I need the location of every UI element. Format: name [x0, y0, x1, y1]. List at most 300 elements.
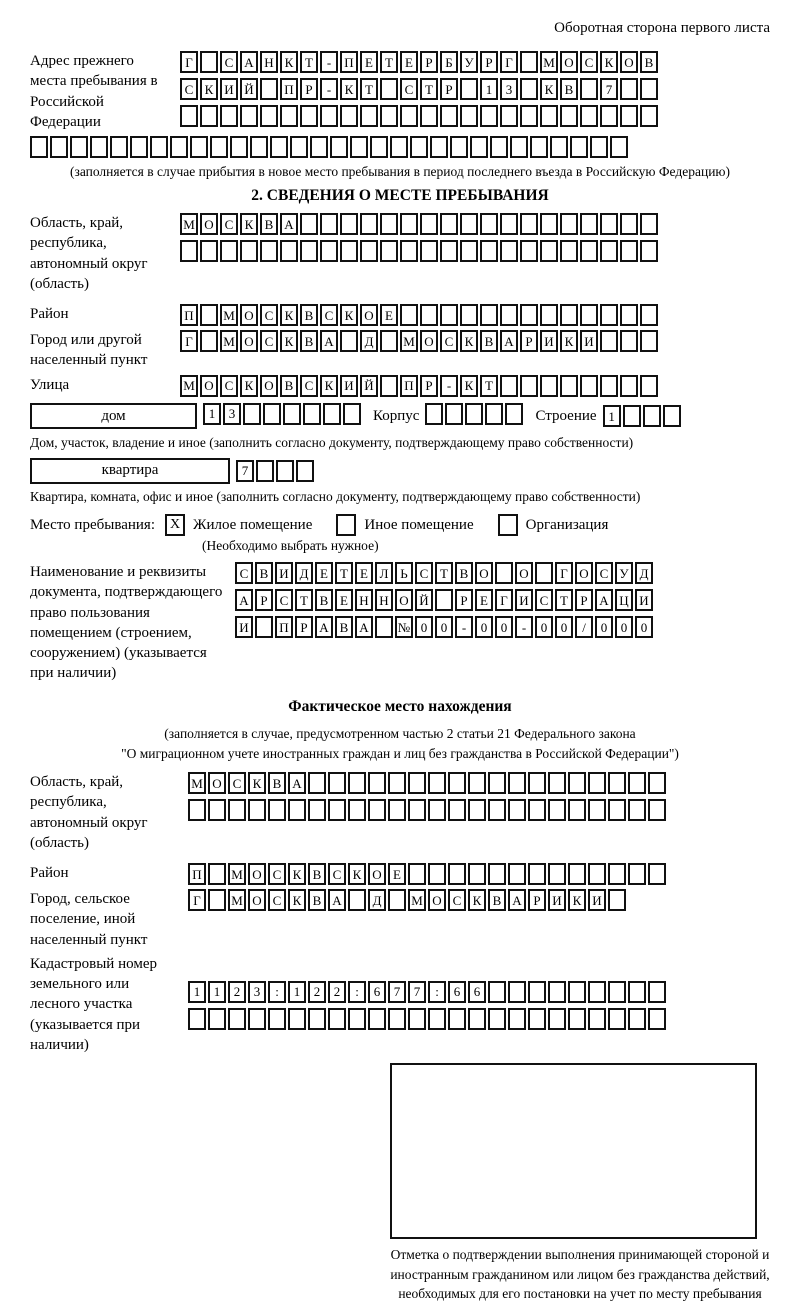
- char-cell[interactable]: [608, 772, 626, 794]
- char-cell[interactable]: [628, 772, 646, 794]
- char-cell[interactable]: 0: [415, 616, 433, 638]
- char-cell[interactable]: Д: [360, 330, 378, 352]
- char-cell[interactable]: Н: [355, 589, 373, 611]
- char-cell[interactable]: К: [460, 375, 478, 397]
- char-cell[interactable]: П: [188, 863, 206, 885]
- char-cell[interactable]: И: [548, 889, 566, 911]
- char-cell[interactable]: О: [360, 304, 378, 326]
- char-cell[interactable]: А: [240, 51, 258, 73]
- char-cell[interactable]: [428, 799, 446, 821]
- char-cell[interactable]: [428, 863, 446, 885]
- char-cell[interactable]: [648, 981, 666, 1003]
- char-cell[interactable]: [580, 375, 598, 397]
- char-cell[interactable]: [228, 799, 246, 821]
- char-cell[interactable]: :: [348, 981, 366, 1003]
- char-cell[interactable]: 2: [328, 981, 346, 1003]
- char-cell[interactable]: С: [228, 772, 246, 794]
- char-cell[interactable]: [400, 213, 418, 235]
- char-cell[interactable]: [200, 105, 218, 127]
- char-cell[interactable]: [580, 78, 598, 100]
- char-cell[interactable]: Г: [555, 562, 573, 584]
- char-cell[interactable]: 7: [408, 981, 426, 1003]
- char-cell[interactable]: [590, 136, 608, 158]
- char-cell[interactable]: Е: [315, 562, 333, 584]
- char-cell[interactable]: [323, 403, 341, 425]
- char-cell[interactable]: М: [228, 863, 246, 885]
- char-cell[interactable]: [250, 136, 268, 158]
- char-cell[interactable]: Б: [440, 51, 458, 73]
- char-cell[interactable]: [200, 240, 218, 262]
- char-cell[interactable]: М: [400, 330, 418, 352]
- char-cell[interactable]: [568, 772, 586, 794]
- char-cell[interactable]: [50, 136, 68, 158]
- char-cell[interactable]: 0: [595, 616, 613, 638]
- char-cell[interactable]: [310, 136, 328, 158]
- char-cell[interactable]: [610, 136, 628, 158]
- char-cell[interactable]: К: [540, 78, 558, 100]
- char-cell[interactable]: [348, 889, 366, 911]
- char-cell[interactable]: А: [280, 213, 298, 235]
- char-cell[interactable]: [640, 105, 658, 127]
- char-cell[interactable]: [240, 105, 258, 127]
- char-cell[interactable]: [620, 304, 638, 326]
- char-cell[interactable]: [70, 136, 88, 158]
- char-cell[interactable]: [440, 240, 458, 262]
- char-cell[interactable]: [300, 240, 318, 262]
- char-cell[interactable]: [248, 799, 266, 821]
- char-cell[interactable]: [628, 1008, 646, 1030]
- char-cell[interactable]: [445, 403, 463, 425]
- char-cell[interactable]: [520, 105, 538, 127]
- char-cell[interactable]: К: [468, 889, 486, 911]
- char-cell[interactable]: П: [275, 616, 293, 638]
- char-cell[interactable]: [435, 589, 453, 611]
- char-cell[interactable]: 6: [448, 981, 466, 1003]
- char-cell[interactable]: В: [280, 375, 298, 397]
- char-cell[interactable]: [368, 772, 386, 794]
- char-cell[interactable]: [440, 304, 458, 326]
- char-cell[interactable]: [240, 240, 258, 262]
- char-cell[interactable]: О: [428, 889, 446, 911]
- char-cell[interactable]: [308, 772, 326, 794]
- char-cell[interactable]: [268, 1008, 286, 1030]
- char-cell[interactable]: [368, 1008, 386, 1030]
- char-cell[interactable]: [220, 105, 238, 127]
- char-cell[interactable]: [288, 1008, 306, 1030]
- char-cell[interactable]: [380, 105, 398, 127]
- char-cell[interactable]: 1: [288, 981, 306, 1003]
- char-cell[interactable]: [340, 105, 358, 127]
- char-cell[interactable]: К: [460, 330, 478, 352]
- residential-checkbox[interactable]: X: [165, 514, 185, 536]
- char-cell[interactable]: К: [348, 863, 366, 885]
- char-cell[interactable]: [528, 1008, 546, 1030]
- char-cell[interactable]: К: [560, 330, 578, 352]
- char-cell[interactable]: [230, 136, 248, 158]
- char-cell[interactable]: Г: [495, 589, 513, 611]
- char-cell[interactable]: Р: [528, 889, 546, 911]
- char-cell[interactable]: С: [268, 863, 286, 885]
- char-cell[interactable]: 1: [208, 981, 226, 1003]
- char-cell[interactable]: В: [300, 330, 318, 352]
- char-cell[interactable]: /: [575, 616, 593, 638]
- char-cell[interactable]: [480, 240, 498, 262]
- other-premises-checkbox[interactable]: [336, 514, 356, 536]
- char-cell[interactable]: [360, 105, 378, 127]
- char-cell[interactable]: Е: [475, 589, 493, 611]
- char-cell[interactable]: С: [328, 863, 346, 885]
- char-cell[interactable]: 7: [600, 78, 618, 100]
- char-cell[interactable]: [460, 240, 478, 262]
- char-cell[interactable]: [448, 863, 466, 885]
- char-cell[interactable]: А: [328, 889, 346, 911]
- char-cell[interactable]: [448, 799, 466, 821]
- char-cell[interactable]: [640, 240, 658, 262]
- char-cell[interactable]: [548, 863, 566, 885]
- char-cell[interactable]: [348, 799, 366, 821]
- char-cell[interactable]: [276, 460, 294, 482]
- char-cell[interactable]: 7: [236, 460, 254, 482]
- char-cell[interactable]: 0: [475, 616, 493, 638]
- char-cell[interactable]: Е: [400, 51, 418, 73]
- char-cell[interactable]: [303, 403, 321, 425]
- char-cell[interactable]: [465, 403, 483, 425]
- char-cell[interactable]: [150, 136, 168, 158]
- char-cell[interactable]: [420, 304, 438, 326]
- char-cell[interactable]: [640, 375, 658, 397]
- char-cell[interactable]: М: [228, 889, 246, 911]
- char-cell[interactable]: [388, 1008, 406, 1030]
- char-cell[interactable]: [600, 240, 618, 262]
- char-cell[interactable]: [640, 78, 658, 100]
- char-cell[interactable]: [520, 304, 538, 326]
- char-cell[interactable]: [600, 213, 618, 235]
- char-cell[interactable]: [328, 799, 346, 821]
- char-cell[interactable]: В: [488, 889, 506, 911]
- char-cell[interactable]: [350, 136, 368, 158]
- char-cell[interactable]: Т: [435, 562, 453, 584]
- char-cell[interactable]: [300, 105, 318, 127]
- char-cell[interactable]: И: [635, 589, 653, 611]
- char-cell[interactable]: [90, 136, 108, 158]
- char-cell[interactable]: 2: [308, 981, 326, 1003]
- char-cell[interactable]: -: [515, 616, 533, 638]
- char-cell[interactable]: [580, 240, 598, 262]
- char-cell[interactable]: [170, 136, 188, 158]
- char-cell[interactable]: Р: [295, 616, 313, 638]
- char-cell[interactable]: [480, 213, 498, 235]
- char-cell[interactable]: [468, 1008, 486, 1030]
- char-cell[interactable]: 0: [615, 616, 633, 638]
- char-cell[interactable]: О: [248, 889, 266, 911]
- char-cell[interactable]: [400, 304, 418, 326]
- char-cell[interactable]: К: [240, 213, 258, 235]
- char-cell[interactable]: А: [320, 330, 338, 352]
- char-cell[interactable]: В: [455, 562, 473, 584]
- char-cell[interactable]: [560, 105, 578, 127]
- char-cell[interactable]: -: [440, 375, 458, 397]
- char-cell[interactable]: [380, 330, 398, 352]
- char-cell[interactable]: 0: [435, 616, 453, 638]
- char-cell[interactable]: А: [500, 330, 518, 352]
- char-cell[interactable]: С: [300, 375, 318, 397]
- char-cell[interactable]: О: [620, 51, 638, 73]
- char-cell[interactable]: Т: [300, 51, 318, 73]
- char-cell[interactable]: [260, 240, 278, 262]
- char-cell[interactable]: К: [288, 889, 306, 911]
- char-cell[interactable]: Ь: [395, 562, 413, 584]
- char-cell[interactable]: [388, 799, 406, 821]
- char-cell[interactable]: [568, 799, 586, 821]
- char-cell[interactable]: К: [288, 863, 306, 885]
- char-cell[interactable]: О: [560, 51, 578, 73]
- char-cell[interactable]: О: [260, 375, 278, 397]
- char-cell[interactable]: [560, 213, 578, 235]
- char-cell[interactable]: К: [240, 375, 258, 397]
- char-cell[interactable]: [520, 78, 538, 100]
- char-cell[interactable]: [500, 375, 518, 397]
- char-cell[interactable]: С: [268, 889, 286, 911]
- char-cell[interactable]: К: [280, 304, 298, 326]
- char-cell[interactable]: В: [268, 772, 286, 794]
- char-cell[interactable]: [410, 136, 428, 158]
- char-cell[interactable]: 2: [228, 981, 246, 1003]
- char-cell[interactable]: Р: [520, 330, 538, 352]
- char-cell[interactable]: К: [320, 375, 338, 397]
- char-cell[interactable]: Е: [380, 304, 398, 326]
- char-cell[interactable]: [488, 799, 506, 821]
- char-cell[interactable]: [468, 772, 486, 794]
- char-cell[interactable]: -: [320, 78, 338, 100]
- char-cell[interactable]: У: [615, 562, 633, 584]
- char-cell[interactable]: М: [408, 889, 426, 911]
- char-cell[interactable]: [568, 1008, 586, 1030]
- char-cell[interactable]: 3: [223, 403, 241, 425]
- char-cell[interactable]: [255, 616, 273, 638]
- char-cell[interactable]: А: [355, 616, 373, 638]
- char-cell[interactable]: [340, 240, 358, 262]
- char-cell[interactable]: [528, 799, 546, 821]
- char-cell[interactable]: [348, 1008, 366, 1030]
- char-cell[interactable]: [520, 375, 538, 397]
- char-cell[interactable]: Й: [240, 78, 258, 100]
- char-cell[interactable]: [208, 889, 226, 911]
- char-cell[interactable]: П: [340, 51, 358, 73]
- char-cell[interactable]: [480, 105, 498, 127]
- char-cell[interactable]: С: [220, 213, 238, 235]
- char-cell[interactable]: [30, 136, 48, 158]
- char-cell[interactable]: Т: [555, 589, 573, 611]
- char-cell[interactable]: К: [600, 51, 618, 73]
- char-cell[interactable]: М: [188, 772, 206, 794]
- char-cell[interactable]: [243, 403, 261, 425]
- char-cell[interactable]: [330, 136, 348, 158]
- char-cell[interactable]: С: [180, 78, 198, 100]
- char-cell[interactable]: [570, 136, 588, 158]
- char-cell[interactable]: -: [455, 616, 473, 638]
- char-cell[interactable]: 3: [500, 78, 518, 100]
- char-cell[interactable]: Р: [575, 589, 593, 611]
- char-cell[interactable]: О: [475, 562, 493, 584]
- char-cell[interactable]: [200, 51, 218, 73]
- char-cell[interactable]: С: [220, 51, 238, 73]
- char-cell[interactable]: В: [308, 889, 326, 911]
- char-cell[interactable]: Е: [388, 863, 406, 885]
- char-cell[interactable]: 3: [248, 981, 266, 1003]
- char-cell[interactable]: [256, 460, 274, 482]
- char-cell[interactable]: [540, 213, 558, 235]
- char-cell[interactable]: И: [220, 78, 238, 100]
- char-cell[interactable]: 0: [555, 616, 573, 638]
- char-cell[interactable]: [488, 863, 506, 885]
- char-cell[interactable]: [628, 863, 646, 885]
- char-cell[interactable]: [528, 981, 546, 1003]
- char-cell[interactable]: [290, 136, 308, 158]
- char-cell[interactable]: [588, 863, 606, 885]
- char-cell[interactable]: Д: [635, 562, 653, 584]
- char-cell[interactable]: 6: [368, 981, 386, 1003]
- char-cell[interactable]: Е: [360, 51, 378, 73]
- char-cell[interactable]: [328, 772, 346, 794]
- char-cell[interactable]: [428, 772, 446, 794]
- char-cell[interactable]: Л: [375, 562, 393, 584]
- char-cell[interactable]: [600, 304, 618, 326]
- char-cell[interactable]: [380, 375, 398, 397]
- char-cell[interactable]: [448, 772, 466, 794]
- char-cell[interactable]: [328, 1008, 346, 1030]
- char-cell[interactable]: А: [315, 616, 333, 638]
- char-cell[interactable]: В: [640, 51, 658, 73]
- char-cell[interactable]: Е: [355, 562, 373, 584]
- char-cell[interactable]: Й: [360, 375, 378, 397]
- char-cell[interactable]: Н: [375, 589, 393, 611]
- char-cell[interactable]: 0: [495, 616, 513, 638]
- char-cell[interactable]: С: [220, 375, 238, 397]
- char-cell[interactable]: [488, 772, 506, 794]
- char-cell[interactable]: [268, 799, 286, 821]
- char-cell[interactable]: [600, 375, 618, 397]
- char-cell[interactable]: [540, 240, 558, 262]
- char-cell[interactable]: [628, 799, 646, 821]
- char-cell[interactable]: В: [480, 330, 498, 352]
- char-cell[interactable]: Т: [360, 78, 378, 100]
- char-cell[interactable]: Т: [335, 562, 353, 584]
- char-cell[interactable]: Г: [188, 889, 206, 911]
- char-cell[interactable]: [528, 772, 546, 794]
- char-cell[interactable]: [588, 772, 606, 794]
- char-cell[interactable]: [248, 1008, 266, 1030]
- char-cell[interactable]: [500, 240, 518, 262]
- char-cell[interactable]: [420, 240, 438, 262]
- char-cell[interactable]: [440, 105, 458, 127]
- char-cell[interactable]: И: [340, 375, 358, 397]
- char-cell[interactable]: Р: [420, 375, 438, 397]
- char-cell[interactable]: [608, 889, 626, 911]
- char-cell[interactable]: О: [395, 589, 413, 611]
- char-cell[interactable]: [580, 213, 598, 235]
- char-cell[interactable]: У: [460, 51, 478, 73]
- char-cell[interactable]: [508, 772, 526, 794]
- char-cell[interactable]: [400, 240, 418, 262]
- char-cell[interactable]: [608, 981, 626, 1003]
- char-cell[interactable]: [640, 213, 658, 235]
- char-cell[interactable]: [460, 304, 478, 326]
- char-cell[interactable]: [420, 105, 438, 127]
- char-cell[interactable]: [508, 981, 526, 1003]
- char-cell[interactable]: [620, 213, 638, 235]
- char-cell[interactable]: [468, 863, 486, 885]
- char-cell[interactable]: В: [308, 863, 326, 885]
- char-cell[interactable]: В: [300, 304, 318, 326]
- char-cell[interactable]: С: [580, 51, 598, 73]
- char-cell[interactable]: [380, 213, 398, 235]
- char-cell[interactable]: [130, 136, 148, 158]
- char-cell[interactable]: [188, 799, 206, 821]
- char-cell[interactable]: П: [180, 304, 198, 326]
- char-cell[interactable]: С: [415, 562, 433, 584]
- char-cell[interactable]: Р: [455, 589, 473, 611]
- char-cell[interactable]: О: [420, 330, 438, 352]
- char-cell[interactable]: [510, 136, 528, 158]
- char-cell[interactable]: В: [260, 213, 278, 235]
- char-cell[interactable]: Г: [500, 51, 518, 73]
- char-cell[interactable]: Р: [420, 51, 438, 73]
- char-cell[interactable]: [320, 240, 338, 262]
- char-cell[interactable]: [520, 213, 538, 235]
- char-cell[interactable]: А: [595, 589, 613, 611]
- char-cell[interactable]: [520, 51, 538, 73]
- char-cell[interactable]: [375, 616, 393, 638]
- char-cell[interactable]: Т: [420, 78, 438, 100]
- char-cell[interactable]: [400, 105, 418, 127]
- char-cell[interactable]: О: [368, 863, 386, 885]
- char-cell[interactable]: [388, 889, 406, 911]
- char-cell[interactable]: [320, 213, 338, 235]
- char-cell[interactable]: [180, 240, 198, 262]
- char-cell[interactable]: [548, 1008, 566, 1030]
- char-cell[interactable]: Т: [380, 51, 398, 73]
- char-cell[interactable]: Р: [300, 78, 318, 100]
- char-cell[interactable]: [608, 863, 626, 885]
- char-cell[interactable]: [568, 981, 586, 1003]
- char-cell[interactable]: [535, 562, 553, 584]
- char-cell[interactable]: [608, 799, 626, 821]
- char-cell[interactable]: №: [395, 616, 413, 638]
- char-cell[interactable]: С: [448, 889, 466, 911]
- char-cell[interactable]: [648, 1008, 666, 1030]
- char-cell[interactable]: [588, 981, 606, 1003]
- char-cell[interactable]: [300, 213, 318, 235]
- char-cell[interactable]: [220, 240, 238, 262]
- char-cell[interactable]: [500, 304, 518, 326]
- char-cell[interactable]: О: [248, 863, 266, 885]
- char-cell[interactable]: [600, 330, 618, 352]
- char-cell[interactable]: М: [220, 330, 238, 352]
- char-cell[interactable]: 1: [188, 981, 206, 1003]
- char-cell[interactable]: А: [508, 889, 526, 911]
- char-cell[interactable]: :: [268, 981, 286, 1003]
- char-cell[interactable]: [648, 772, 666, 794]
- char-cell[interactable]: [348, 772, 366, 794]
- char-cell[interactable]: [628, 981, 646, 1003]
- char-cell[interactable]: [468, 799, 486, 821]
- char-cell[interactable]: [540, 105, 558, 127]
- char-cell[interactable]: [270, 136, 288, 158]
- char-cell[interactable]: М: [180, 213, 198, 235]
- char-cell[interactable]: [280, 105, 298, 127]
- char-cell[interactable]: [380, 78, 398, 100]
- char-cell[interactable]: [588, 799, 606, 821]
